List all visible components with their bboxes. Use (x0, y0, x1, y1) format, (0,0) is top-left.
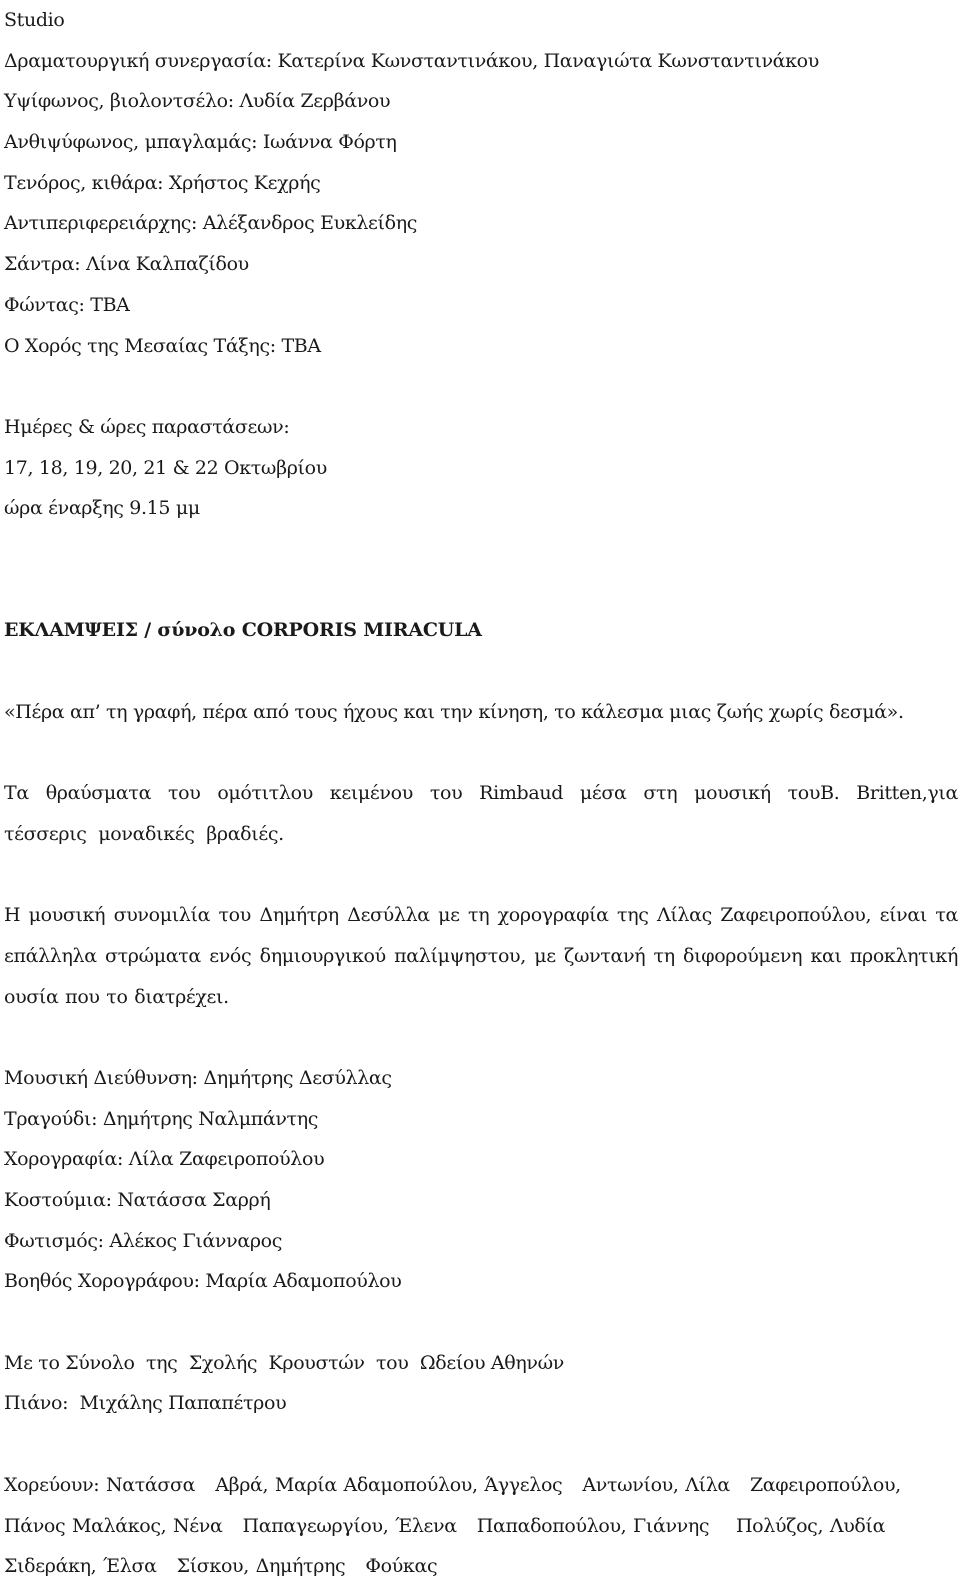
spacer (4, 1424, 958, 1465)
credit-line: Δραματουργική συνεργασία: Κατερίνα Κωνσταντινάκου, Παναγιώτα Κωνσταντινάκου (4, 49, 819, 72)
venue-label: Studio (4, 9, 65, 31)
schedule-dates: 17, 18, 19, 20, 21 & 22 Οκτωβρίου (4, 456, 327, 479)
show-description-paragraph: Η μουσική συνομιλία του Δημήτρη Δεσύλλα με τη χορογραφία της Λίλας Ζαφειροπούλου, είναι τα επάλληλα στρώματα ενός δημιουργικού παλίμψηστου, με ζωντανή τη διφορούμενη και προκλητική ουσία που το διατρέχει. (4, 904, 958, 1008)
piano-credit: Πιάνο: Μιχάλης Παπαπέτρου (4, 1392, 287, 1415)
credit-line: Αντιπεριφερειάρχης: Αλέξανδρος Ευκλείδης (4, 212, 418, 235)
credit-line: Βοηθός Χορογράφου: Μαρία Αδαμοπούλου (4, 1270, 402, 1293)
spacer (4, 366, 958, 407)
spacer (4, 570, 958, 611)
document-page (4, 0, 958, 1587)
credit-line: Μουσική Διεύθυνση: Δημήτρης Δεσύλλας (4, 1066, 392, 1089)
spacer (4, 529, 958, 570)
creative-team-list (4, 1058, 958, 1302)
spacer (4, 1302, 958, 1343)
credit-line: Χορογραφία: Λίλα Ζαφειροπούλου (4, 1148, 325, 1171)
credit-line: Σάντρα: Λίνα Καλπαζίδου (4, 253, 249, 276)
spacer (4, 854, 958, 895)
ensemble-block (4, 1343, 958, 1424)
credit-line: Ανθιψύφωνος, μπαγλαμάς: Ιωάννα Φόρτη (4, 131, 397, 154)
credit-line: Τραγούδι: Δημήτρης Ναλμπάντης (4, 1107, 319, 1130)
spacer (4, 732, 958, 773)
show-quote: «Πέρα απ’ τη γραφή, πέρα από τους ήχους και την κίνηση, το κάλεσμα μιας ζωής χωρίς δεσμά». (4, 700, 904, 723)
credit-line: Τενόρος, κιθάρα: Χρήστος Κεχρής (4, 171, 321, 194)
credit-line: Ο Χορός της Μεσαίας Τάξης: TBA (4, 334, 321, 357)
dancers-paragraph: Χορεύουν: Νατάσσα Αβρά, Μαρία Αδαμοπούλου, Άγγελος Αντωνίου, Λίλα Ζαφειροπούλου, Πάνος Μαλάκος, Νένα Παπαγεωργίου, Έλενα Παπαδοπούλου, Γιάννης Πολύζος, Λυδία Σιδεράκη, Έλσα Σίσκου, Δημήτρης Φούκας (4, 1473, 908, 1578)
show-title: ΕΚΛΑΜΨΕΙΣ / σύνολο CORPORIS MIRACULA (4, 619, 482, 642)
schedule-heading: Ημέρες & ώρες παραστάσεων: (4, 415, 290, 438)
show-description-paragraph: Τα θραύσματα του ομότιτλου κειμένου του Rimbaud μέσα στη μουσική τουB. Britten,για τέσσερις μοναδικές βραδιές. (4, 782, 958, 845)
spacer (4, 1017, 958, 1058)
credit-line: Φώντας: TBA (4, 293, 130, 316)
credit-line: Φωτισμός: Αλέκος Γιάνναρος (4, 1229, 283, 1252)
credit-line: Κοστούμια: Νατάσσα Σαρρή (4, 1189, 271, 1212)
schedule-block (4, 407, 958, 529)
spacer (4, 651, 958, 692)
credit-line: Υψίφωνος, βιολοντσέλο: Λυδία Ζερβάνου (4, 90, 391, 113)
ensemble-line: Με το Σύνολο της Σχολής Κρουστών του Ωδείου Αθηνών (4, 1351, 564, 1374)
cast-credits-list (4, 41, 958, 367)
schedule-time: ώρα έναρξης 9.15 μμ (4, 497, 200, 520)
